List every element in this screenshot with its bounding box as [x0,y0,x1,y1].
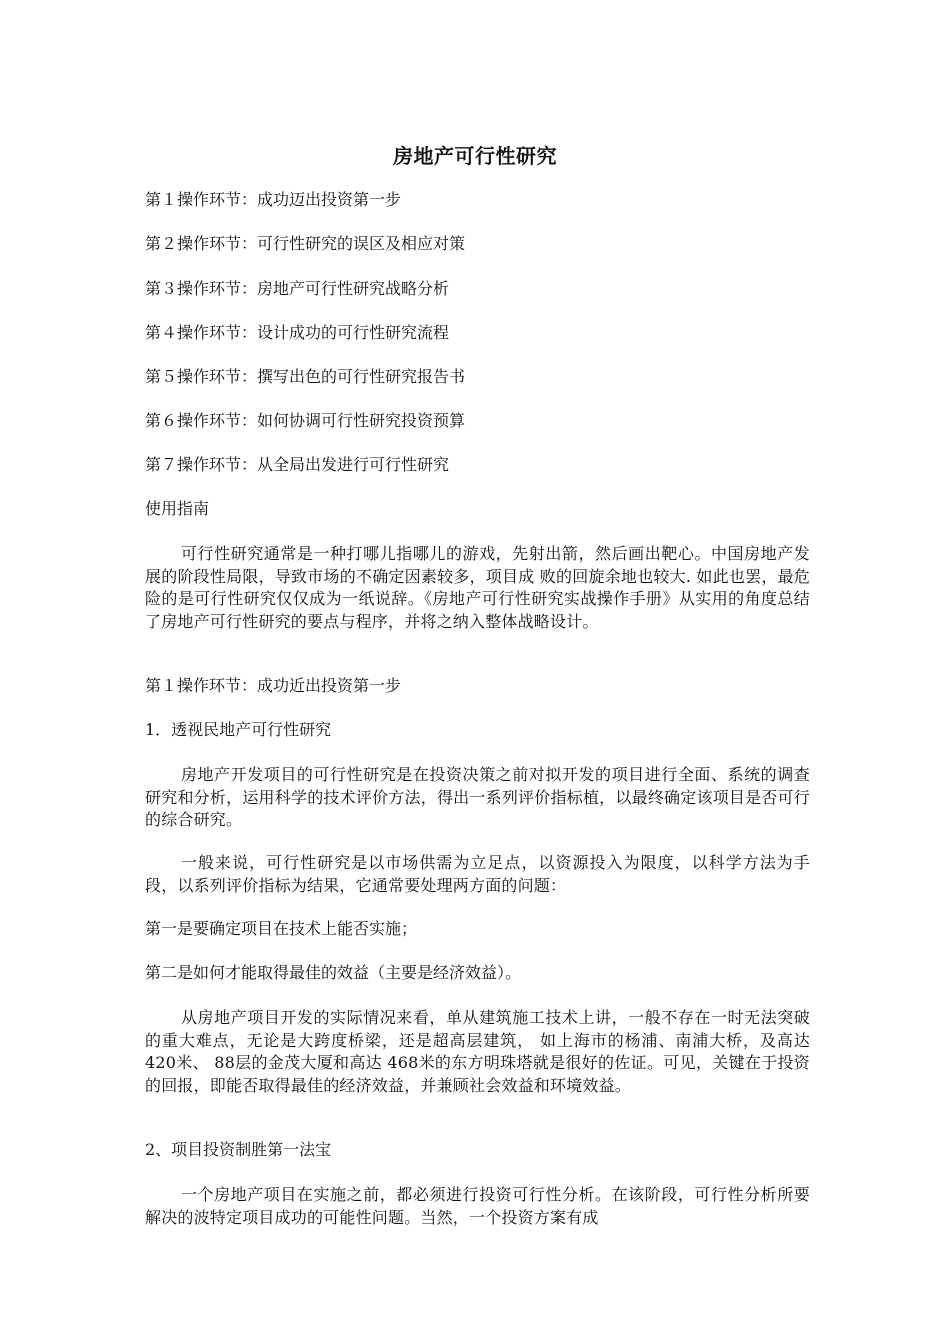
subsection-2-heading: 2、项目投资制胜第一法宝 [145,1140,332,1159]
toc-item-2: 第２操作环节：可行性研究的误区及相应对策 [145,234,466,253]
toc-item-6: 第６操作环节：如何协调可行性研究投资预算 [145,411,466,430]
toc-item-3: 第３操作环节：房地产可行性研究战略分析 [145,279,450,298]
point-first: 第一是要确定项目在技术上能否实施； [145,919,418,938]
subsection-1-heading: 1．透视民地产可行性研究 [145,720,332,739]
document-title: 房地产可行性研究 [393,144,557,168]
paragraph-practice: 从房地产项目开发的实际情况来看，单从建筑施工技术上讲，一般不存在一时无法突破的重大难点，无论是大跨度桥梁，还是超高层建筑， 如上海市的杨浦、南浦大桥，及高达 420米、 88层的金茂大厦和高达 468米的东方明珠塔就是很好的佐证。可见，关键在于投资的回报，即能否取得最佳的经济效益，并兼顾社会效益和环境效益。 [145,1008,810,1095]
guide-paragraph: 可行性研究通常是一种打哪儿指哪儿的游戏，先射出箭，然后画出靶心。中国房地产发展的阶段性局限，导致市场的不确定因素较多，项目成 败的回旋余地也较大. 如此也罢，最危险的是可行性研究仅仅成为一纸说辞。《房地产可行性研究实战操作手册》从实用的角度总结了房地产可行性研究的要点与程序，并将之纳入整体战略设计。 [145,544,810,631]
paragraph-investment: 一个房地产项目在实施之前，都必须进行投资可行性分析。在该阶段，可行性分析所要解决的波特定项目成功的可能性问题。当然，一个投资方案有成 [145,1185,810,1227]
toc-item-7: 第７操作环节：从全局出发进行可行性研究 [145,455,450,474]
guide-heading: 使用指南 [145,499,210,518]
toc-item-1: 第１操作环节：成功迈出投资第一步 [145,190,402,209]
paragraph-general: 一般来说，可行性研究是以市场供需为立足点，以资源投入为限度，以科学方法为手段，以系列评价指标为结果，它通常要处理两方面的问题： [145,853,810,895]
toc-item-4: 第４操作环节：设计成功的可行性研究流程 [145,323,450,342]
paragraph-definition: 房地产开发项目的可行性研究是在投资决策之前对拟开发的项目进行全面、系统的调查研究和分析，运用科学的技术评价方法，得出一系列评价指标植，以最终确定该项目是否可行的综合研究。 [145,765,810,829]
point-second: 第二是如何才能取得最佳的效益（主要是经济效益）。 [145,963,522,982]
toc-item-5: 第５操作环节：撰写出色的可行性研究报告书 [145,367,466,386]
section-1-heading: 第１操作环节：成功近出投资第一步 [145,676,402,695]
